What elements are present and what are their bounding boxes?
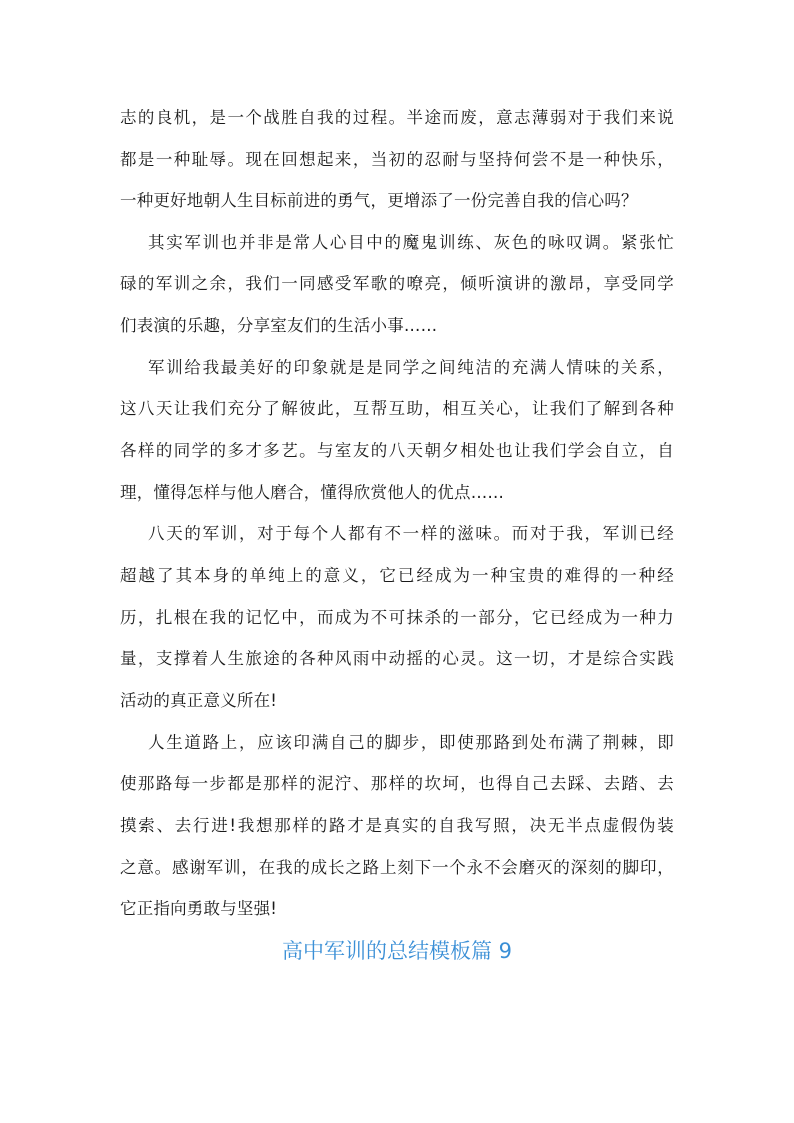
text-line: 志的良机，是一个战胜自我的过程。半途而废，意志薄弱对于我们来说: [120, 108, 674, 127]
text-line: 各样的同学的多才多艺。与室友的八天朝夕相处也让我们学会自立，自: [120, 441, 674, 460]
paragraph-first-line: 八天的军训，对于每个人都有不一样的滋味。而对于我，军训已经: [148, 524, 674, 543]
text-line: 超越了其本身的单纯上的意义，它已经成为一种宝贵的难得的一种经: [120, 566, 674, 585]
text-line: 摸索、去行进!我想那样的路才是真实的自我写照，决无半点虚假伪装: [120, 816, 674, 835]
section-title: 高中军训的总结模板篇 9: [281, 939, 513, 963]
text-line: 一种更好地朝人生目标前进的勇气，更增添了一份完善自我的信心吗？: [120, 191, 638, 210]
text-line: 之意。感谢军训，在我的成长之路上刻下一个永不会磨灭的深刻的脚印，: [120, 858, 674, 877]
paragraph-first-line: 军训给我最美好的印象就是是同学之间纯洁的充满人情味的关系，: [148, 358, 674, 377]
text-line: 历，扎根在我的记忆中，而成为不可抹杀的一部分，它已经成为一种力: [120, 608, 674, 627]
paragraph-first-line: 其实军训也并非是常人心目中的魔鬼训练、灰色的咏叹调。紧张忙: [148, 233, 674, 252]
text-line: 都是一种耻辱。现在回想起来，当初的忍耐与坚持何尝不是一种快乐，: [120, 150, 674, 169]
text-line: 们表演的乐趣，分享室友们的生活小事……: [120, 316, 438, 335]
text-line: 量，支撑着人生旅途的各种风雨中动摇的心灵。这一切，才是综合实践: [120, 649, 674, 668]
text-line: 这八天让我们充分了解彼此，互帮互助，相互关心，让我们了解到各种: [120, 399, 674, 418]
text-line: 使那路每一步都是那样的泥泞、那样的坎坷，也得自己去踩、去踏、去: [120, 774, 674, 793]
text-line: 碌的军训之余，我们一同感受军歌的嘹亮，倾听演讲的激昂，享受同学: [120, 274, 674, 293]
text-line: 活动的真正意义所在!: [120, 691, 278, 710]
paragraph-first-line: 人生道路上，应该印满自己的脚步，即使那路到处布满了荆棘，即: [148, 733, 674, 752]
text-line: 理，懂得怎样与他人磨合，懂得欣赏他人的优点……: [120, 483, 505, 502]
text-line: 它正指向勇敢与坚强!: [120, 899, 278, 918]
